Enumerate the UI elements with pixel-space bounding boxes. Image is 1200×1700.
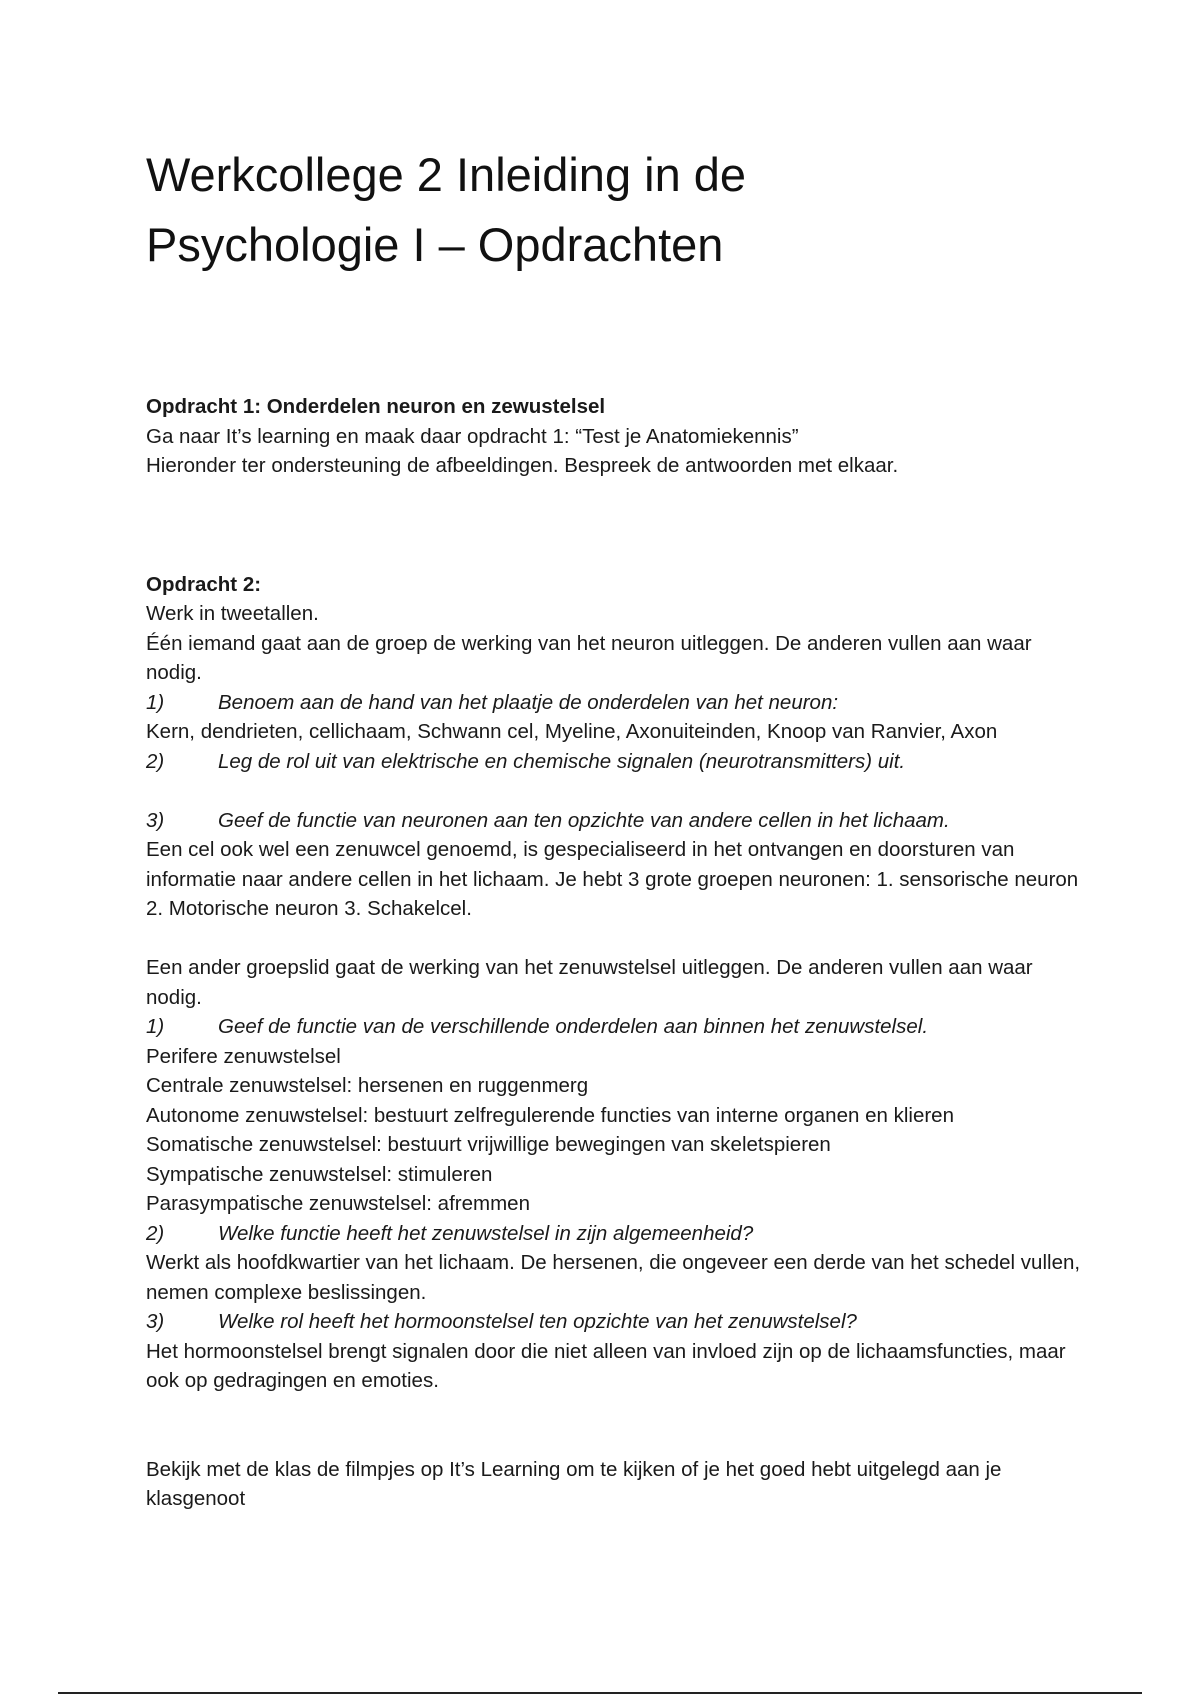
question-number: 1) [146,1015,165,1038]
question-text: Leg de rol uit van elektrische en chemische signalen (neurotransmitters) uit. [218,749,906,773]
neuron-answer-3: Een cel ook wel een zenuwcel genoemd, is gespecialiseerd in het ontvangen en doorsturen van informatie naar andere cellen in het lichaam. Je hebt 3 grote groepen neuronen: 1. sensorische neuron 2. Motorische neuron 3. Schakelcel. [146,838,1079,920]
nervous-part: Centrale zenuwstelsel: hersenen en ruggenmerg [146,1074,589,1097]
question-number: 3) [146,808,165,832]
question-number: 1) [146,690,165,714]
opdracht-2-section [146,570,1086,1396]
nervous-part: Autonome zenuwstelsel: bestuurt zelfregulerende functies van interne organen en klieren [146,1103,954,1127]
opdracht-1-line-1: Ga naar It’s learning en maak daar opdracht 1: “Test je Anatomiekennis” [146,424,799,448]
footer-divider [58,1692,1142,1694]
question-text: Benoem aan de hand van het plaatje de onderdelen van het neuron: [218,690,839,714]
question-text: Geef de functie van neuronen aan ten opzichte van andere cellen in het lichaam. [218,808,950,832]
nervous-part: Somatische zenuwstelsel: bestuurt vrijwillige bewegingen van skeletspieren [146,1133,831,1156]
title-line-2: Psychologie I – Opdrachten [146,218,724,271]
question-text: Welke rol heeft het hormoonstelsel ten opzichte van het zenuwstelsel? [218,1310,857,1333]
question-text: Geef de functie van de verschillende onderdelen aan binnen het zenuwstelsel. [218,1015,929,1038]
question-text: Welke functie heeft het zenuwstelsel in zijn algemeenheid? [218,1221,754,1245]
opdracht-2-intro-2: Één iemand gaat aan de groep de werking van het neuron uitleggen. De anderen vullen aan waar nodig. [146,631,1032,684]
nervous-part: Perifere zenuwstelsel [146,1044,341,1068]
nervous-answer-3: Het hormoonstelsel brengt signalen door die niet alleen van invloed zijn op de lichaamsfuncties, maar ook op gedragingen en emoties. [146,1339,1066,1392]
nervous-question-3 [146,1307,1086,1337]
opdracht-1-heading: Opdracht 1: Onderdelen neuron en zewustelsel [146,395,606,418]
neuron-answer-1: Kern, dendrieten, cellichaam, Schwann cel, Myeline, Axonuiteinden, Knoop van Ranvier, Axon [146,720,998,743]
nervous-system-intro: Een ander groepslid gaat de werking van het zenuwstelsel uitleggen. De anderen vullen aan waar nodig. [146,956,1033,1009]
nervous-part: Parasympatische zenuwstelsel: afremmen [146,1192,530,1215]
neuron-question-3 [146,806,1086,836]
neuron-question-1 [146,688,1086,718]
title-line-1: Werkcollege 2 Inleiding in de [146,148,747,201]
closing-section [146,1455,1086,1514]
nervous-question-2 [146,1219,1086,1249]
document-title [146,140,1086,280]
question-number: 3) [146,1310,165,1333]
nervous-answer-2: Werkt als hoofdkwartier van het lichaam. De hersenen, die ongeveer een derde van het schedel vullen, nemen complexe beslissingen. [146,1251,1081,1304]
opdracht-2-heading: Opdracht 2: [146,572,262,596]
nervous-part: Sympatische zenuwstelsel: stimuleren [146,1162,493,1186]
opdracht-2-intro-1: Werk in tweetallen. [146,602,319,625]
document-page [146,140,1086,1514]
question-number: 2) [146,749,165,773]
closing-text: Bekijk met de klas de filmpjes op It’s Learning om te kijken of je het goed hebt uitgelegd aan je klasgenoot [146,1457,1002,1510]
opdracht-1-section [146,392,1086,481]
question-number: 2) [146,1221,165,1245]
neuron-question-2 [146,747,1086,777]
nervous-question-1 [146,1012,1086,1042]
opdracht-1-line-2: Hieronder ter ondersteuning de afbeeldingen. Bespreek de antwoorden met elkaar. [146,454,899,477]
